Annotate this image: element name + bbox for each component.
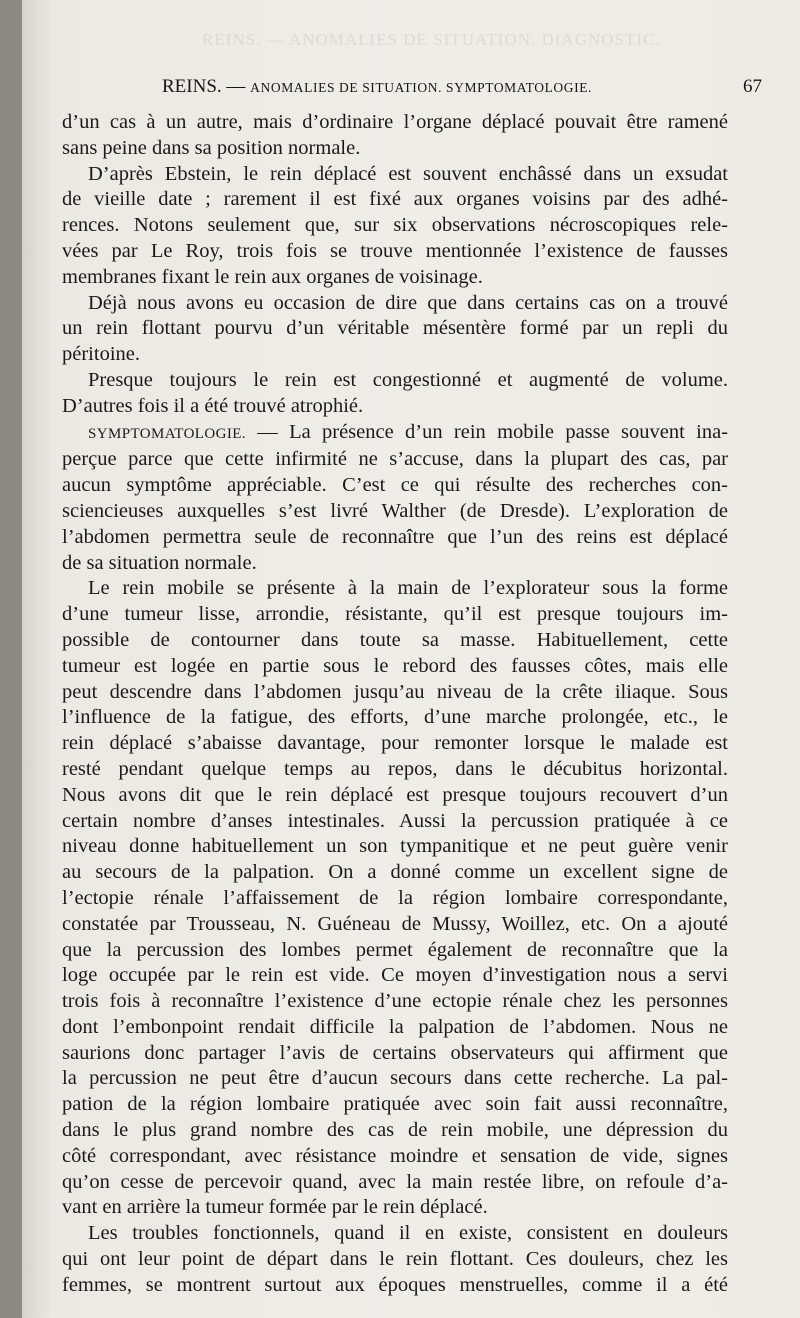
text-line: la percussion ne peut être d’aucun secours dans cette recherche. La pal- <box>62 1067 728 1090</box>
header-subtitle: ANOMALIES DE SITUATION. SYMPTOMATOLOGIE. <box>250 80 593 95</box>
text-line: D’après Ebstein, le rein déplacé est souvent enchâssé dans un exsudat <box>88 162 728 185</box>
text-line: Nous avons dit que le rein déplacé est presque toujours recouvert d’un <box>62 783 728 806</box>
text-line: membranes fixant le rein aux organes de voisinage. <box>62 265 483 288</box>
text-line: Les troubles fonctionnels, quand il en existe, consistent en douleurs <box>88 1222 728 1245</box>
text-line: certain nombre d’anses intestinales. Aussi la percussion pratiquée à ce <box>62 809 728 832</box>
running-header <box>62 76 762 102</box>
text-line: aucun symptôme appréciable. C’est ce qui résulte des recherches con- <box>62 474 728 497</box>
text-line: dans le plus grand nombre des cas de rein mobile, une dépression du <box>62 1119 728 1142</box>
text-line: D’autres fois il a été trouvé atrophié. <box>62 394 364 417</box>
text-line: un rein flottant pourvu d’un véritable mésentère formé par un repli du <box>62 317 728 340</box>
text-line: dont l’embonpoint rendait difficile la palpation de l’abdomen. Nous ne <box>62 1015 728 1038</box>
text-line: tumeur est logée en partie sous le rebord des fausses côtes, mais elle <box>62 654 728 677</box>
text-line: Le rein mobile se présente à la main de l’explorateur sous la forme <box>88 577 728 600</box>
text-line: constatée par Trousseau, N. Guéneau de Mussy, Woillez, etc. On a ajouté <box>62 912 728 935</box>
text-line: niveau donne habituellement un son tympanitique et ne peut guère venir <box>62 835 728 858</box>
running-title <box>162 76 592 98</box>
text-line: vées par Le Roy, trois fois se trouve mentionnée l’existence de fausses <box>62 239 728 262</box>
book-page <box>22 0 800 1318</box>
text-line: perçue parce que cette infirmité ne s’accuse, dans la plupart des cas, par <box>62 448 728 471</box>
text-line: qu’on cesse de percevoir quand, avec la main restée libre, on refoule d’a- <box>62 1170 728 1193</box>
header-title-main: REINS. <box>162 76 222 97</box>
text-line: côté correspondant, avec résistance moindre et sensation de vide, signes <box>62 1144 728 1167</box>
text-line: resté pendant quelque temps au repos, dans le décubitus horizontal. <box>62 757 728 780</box>
text-line: rences. Notons seulement que, sur six observations nécroscopiques rele- <box>62 214 728 237</box>
text-line: sciencieuses auxquelles s’est livré Walther (de Dresde). L’exploration de <box>62 499 728 522</box>
bleed-through-text: REINS. — ANOMALIES DE SITUATION. DIAGNOSTIC. <box>202 30 661 49</box>
text-line: de vieille date ; rarement il est fixé aux organes voisins par des adhé- <box>62 188 728 211</box>
text-line: l’influence de la fatigue, des efforts, d’une marche prolongée, etc., le <box>62 706 728 729</box>
text-line: au secours de la palpation. On a donné comme un excellent signe de <box>62 861 728 884</box>
text-line: saurions donc partager l’avis de certains observateurs qui affirment que <box>62 1041 728 1064</box>
text-line: pation de la région lombaire pratiquée avec soin fait aussi reconnaître, <box>62 1093 728 1116</box>
text-line: trois fois à reconnaître l’existence d’une ectopie rénale chez les personnes <box>62 990 728 1013</box>
header-dash: — <box>226 76 246 97</box>
section-heading: SYMPTOMATOLOGIE. <box>88 425 246 442</box>
text-line: l’abdomen permettra seule de reconnaître que l’un des reins est déplacé <box>62 525 728 548</box>
text-line: loge occupée par le rein est vide. Ce moyen d’investigation nous a servi <box>62 964 728 987</box>
text-line: de sa situation normale. <box>62 551 257 574</box>
text-line: d’une tumeur lisse, arrondie, résistante, qu’il est presque toujours im- <box>62 603 728 626</box>
text-line: peut descendre dans l’abdomen jusqu’au niveau de la crête iliaque. Sous <box>62 680 728 703</box>
text-line: qui ont leur point de départ dans le rein flottant. Ces douleurs, chez les <box>62 1248 728 1271</box>
text-line: Déjà nous avons eu occasion de dire que dans certains cas on a trouvé <box>88 291 728 314</box>
text-line: péritoine. <box>62 343 140 366</box>
text-line: l’ectopie rénale l’affaissement de la région lombaire correspondante, <box>62 886 728 909</box>
text-line: d’un cas à un autre, mais d’ordinaire l’organe déplacé pouvait être ramené <box>62 111 728 133</box>
text-line: femmes, se montrent surtout aux époques menstruelles, comme il a été <box>62 1273 728 1296</box>
text-line: vant en arrière la tumeur formée par le rein déplacé. <box>62 1196 488 1219</box>
page-number: 67 <box>743 76 762 97</box>
body-text <box>62 110 728 1299</box>
text-line: sans peine dans sa position normale. <box>62 136 361 159</box>
text-line: SYMPTOMATOLOGIE. — La présence d’un rein mobile passe souvent ina- <box>88 420 728 443</box>
text-line: rein déplacé s’abaisse davantage, pour remonter lorsque le malade est <box>62 732 728 755</box>
text-line: possible de contourner dans toute sa masse. Habituellement, cette <box>62 628 728 651</box>
text-line: que la percussion des lombes permet également de reconnaître que la <box>62 938 728 961</box>
text-line: Presque toujours le rein est congestionné et augmenté de volume. <box>88 368 728 391</box>
